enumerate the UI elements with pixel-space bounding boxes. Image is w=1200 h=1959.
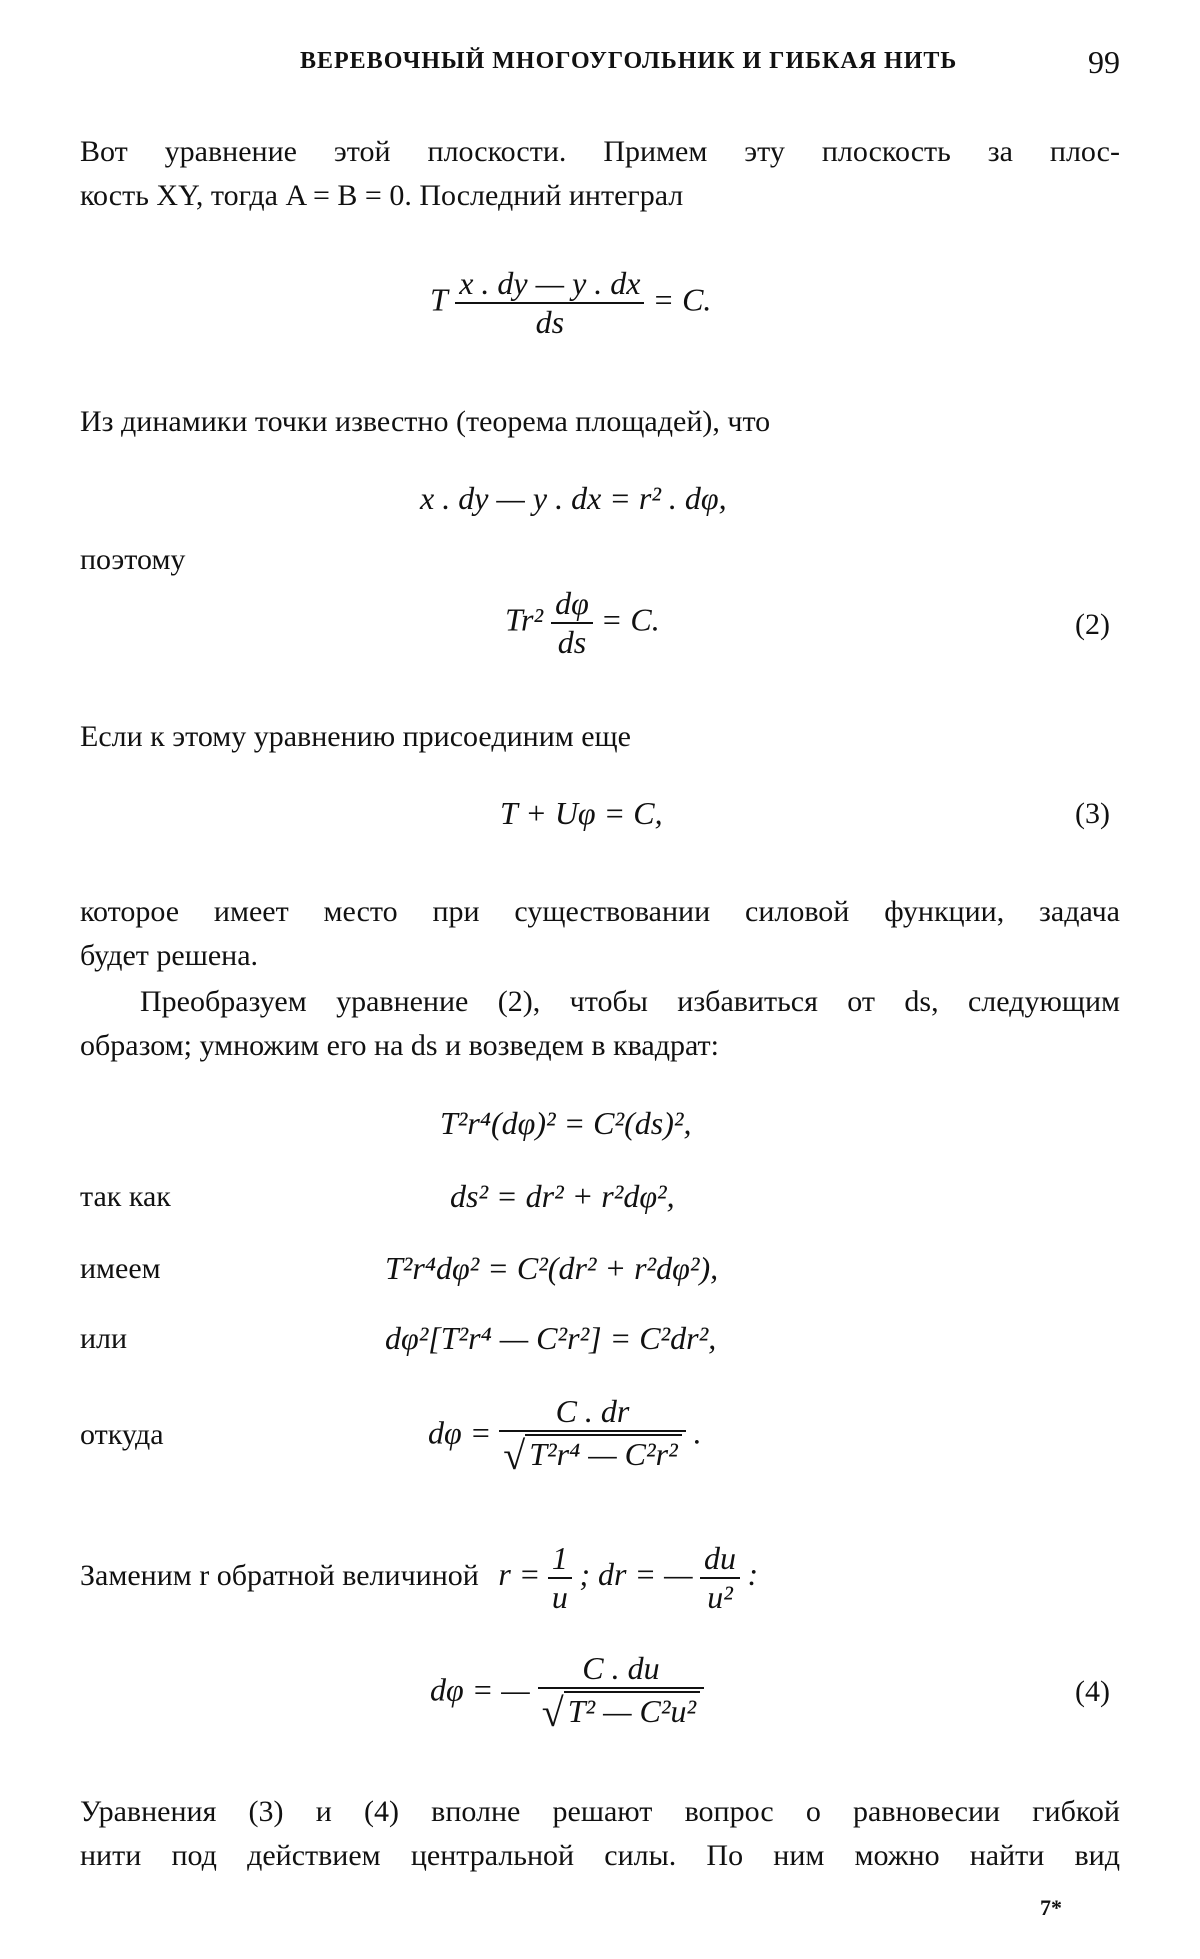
paragraph-line: Уравнения (3) и (4) вполне решают вопрос о равновесии гибкой: [80, 1795, 1120, 1828]
equation-4: dφ = — $\frac{C . du}{\text{√ T² — C²u²}}$: [430, 1650, 704, 1736]
eq-word-ili: или: [80, 1322, 128, 1355]
paragraph-6: [80, 980, 1120, 1068]
page-number: 99: [1088, 44, 1120, 80]
paragraph-5: [80, 890, 1120, 978]
fraction-numerator: x . dy — y . dx: [459, 265, 641, 301]
fraction-denominator: T² — C²u²: [564, 1691, 700, 1730]
sqrt-icon: √: [541, 1690, 564, 1735]
paragraph-line: образом; умножим его на ds и возведем в квадрат:: [80, 1029, 719, 1062]
fraction-numerator: C . du: [582, 1650, 660, 1686]
paragraph-1: [80, 130, 1120, 218]
substitution-line: Заменим r обратной величиной r = $\frac{1}{u}$ ; dr = — $\frac{du}{\text{u²}}$ :: [80, 1540, 759, 1615]
fraction-numerator: du: [704, 1540, 737, 1576]
fraction-numerator: C . dr: [555, 1393, 630, 1429]
paragraph-line: Из динамики точки известно (теорема площадей), что: [80, 405, 771, 438]
equation-area-theorem: x . dy — y . dx = r² . dφ,: [420, 480, 727, 516]
paragraph-3: [80, 538, 1120, 582]
paragraph-line: которое имеет место при существовании силовой функции, задача: [80, 895, 1120, 928]
eq-word-tak-kak: так как: [80, 1180, 171, 1213]
eq-word-otkuda: откуда: [80, 1418, 164, 1451]
equation-number-4: (4): [1075, 1675, 1110, 1708]
signature-mark: 7*: [1040, 1895, 1062, 1920]
equation-expanded: T²r⁴dφ² = C²(dr² + r²dφ²),: [385, 1250, 719, 1286]
equation-rearranged: dφ²[T²r⁴ — C²r²] = C²dr²,: [385, 1320, 717, 1356]
paragraph-line: Если к этому уравнению присоединим еще: [80, 720, 631, 753]
fraction-denominator: u: [548, 1577, 572, 1616]
equation-line-element: ds² = dr² + r²dφ²,: [450, 1178, 675, 1214]
paragraph-line: Преобразуем уравнение (2), чтобы избавиться от ds, следующим: [140, 985, 1120, 1018]
sqrt-icon: √: [503, 1433, 526, 1478]
paragraph-4: [80, 715, 1120, 759]
paragraph-line: кость XY, тогда A = B = 0. Последний интеграл: [80, 179, 684, 212]
equation-2: Tr² $\frac{d\varphi}{ds}$ = C.: [505, 585, 660, 660]
fraction-numerator: dφ: [555, 585, 589, 621]
paragraph-line: будет решена.: [80, 939, 259, 972]
paragraph-2: [80, 400, 1120, 444]
equation-3: T + Uφ = C,: [500, 795, 663, 831]
equation-number-2: (2): [1075, 608, 1110, 641]
eq-word-imeem: имеем: [80, 1252, 161, 1285]
equation-number-3: (3): [1075, 797, 1110, 830]
paragraph-line: поэтому: [80, 543, 186, 576]
substitution-text: Заменим r обратной величиной: [80, 1558, 479, 1592]
running-title: ВЕРЕВОЧНЫЙ МНОГОУГОЛЬНИК И ГИБКАЯ НИТЬ: [300, 48, 958, 74]
fraction-denominator: u²: [700, 1577, 740, 1616]
equation-tension-integral: T $\frac{x . dy — y . dx}{ds}$ = C.: [430, 265, 712, 340]
paragraph-8: [80, 1790, 1120, 1878]
fraction-denominator: ds: [455, 302, 644, 341]
fraction-denominator: T²r⁴ — C²r²: [525, 1434, 681, 1473]
paragraph-line: нити под действием центральной силы. По ним можно найти вид: [80, 1839, 1120, 1872]
fraction-denominator: ds: [551, 622, 593, 661]
equation-squared: T²r⁴(dφ)² = C²(ds)²,: [440, 1105, 692, 1141]
paragraph-line: Вот уравнение этой плоскости. Примем эту плоскость за плос-: [80, 135, 1120, 168]
equation-dphi-dr: dφ = $\frac{C . dr}{\text{√ T²r⁴ — C²r²}}$ .: [428, 1393, 702, 1478]
fraction-numerator: 1: [551, 1540, 568, 1576]
